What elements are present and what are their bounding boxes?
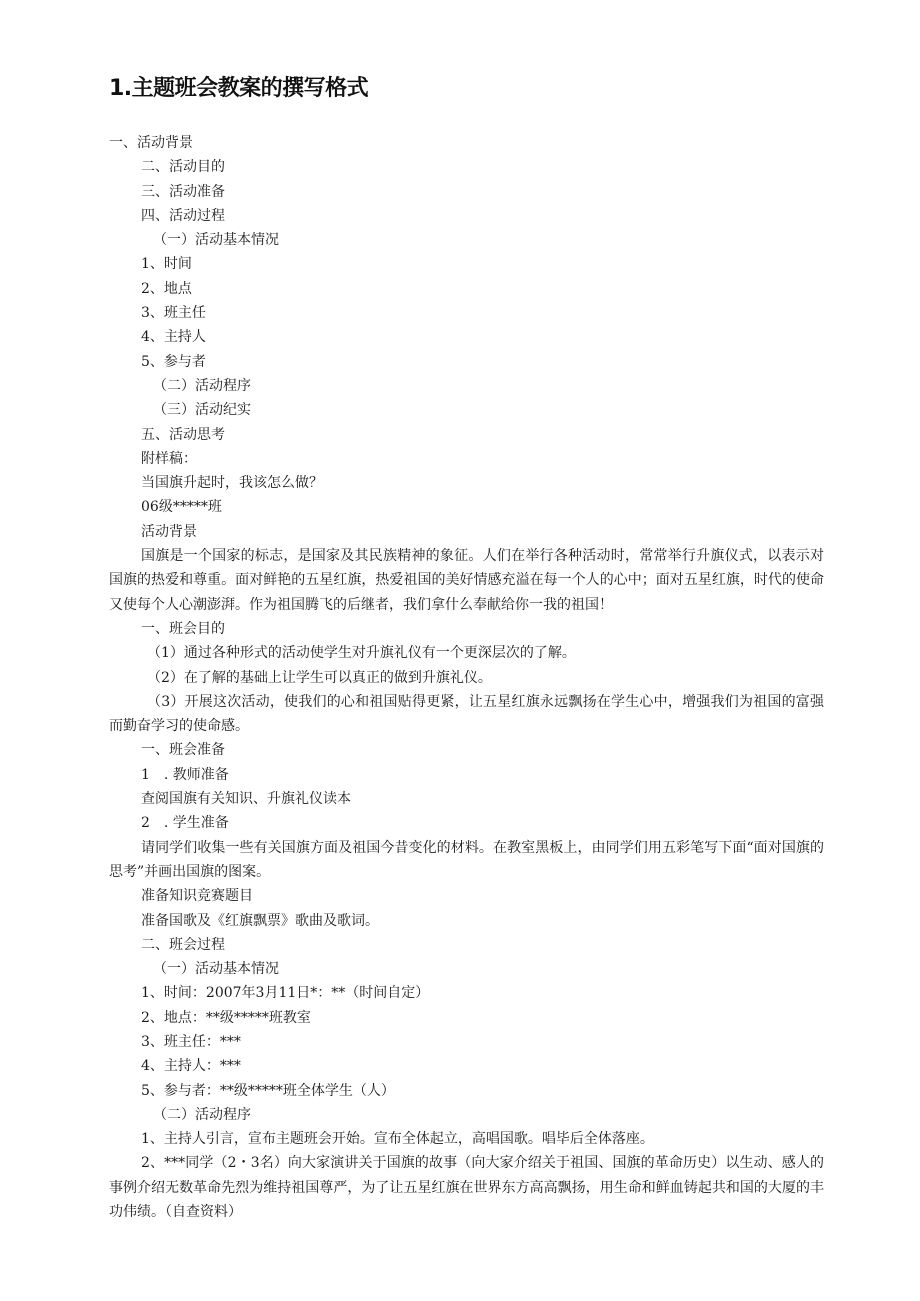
- class-label: 06级*****班: [141, 499, 222, 516]
- section-heading: 活动背景: [141, 523, 197, 540]
- document-body: [109, 131, 824, 1224]
- sample-title: 当国旗升起时，我该怎么做？: [141, 475, 323, 492]
- section-heading: 五、活动思考: [141, 426, 225, 443]
- section-heading: 一、活动背景: [109, 135, 193, 151]
- list-item: 1、时间: [141, 256, 192, 273]
- section-heading: 二、班会过程: [141, 936, 225, 953]
- list-item: 3、班主任：***: [141, 1033, 241, 1050]
- section-heading: 一、班会目的: [141, 620, 225, 637]
- list-item: 4、主持人：***: [141, 1058, 241, 1075]
- section-heading: 一、班会准备: [141, 742, 225, 759]
- list-item: 4、主持人: [141, 329, 206, 346]
- list-item: 查阅国旗有关知识、升旗礼仪读本: [141, 791, 351, 808]
- paragraph: 2、***同学（2・3名）向大家演讲关于国旗的故事（向大家介绍关于祖国、国旗的革命历史）以生动、感人的事例介绍无数革命先烈为维持祖国尊严，为了让五星红旗在世界东方高高飘扬，用生命和鲜血铸起共和国的大厦的丰功伟绩。（自查资料）: [109, 1155, 824, 1221]
- list-item: 3、班主任: [141, 305, 206, 322]
- paragraph: （3）开展这次活动，使我们的心和祖国贴得更紧，让五星红旗永远飘扬在学生心中，增强我们为祖国的富强而勤奋学习的使命感。: [109, 693, 824, 735]
- list-item: （2）在了解的基础上让学生可以真正的做到升旗礼仪。: [147, 669, 492, 686]
- subsection-heading: （一）活动基本情况: [153, 961, 279, 978]
- section-heading: 三、活动准备: [141, 183, 225, 200]
- list-item: 1、主持人引言，宣布主题班会开始。宣布全体起立，高唱国歌。唱毕后全体落座。: [141, 1131, 654, 1148]
- list-item: 1、时间：2007年3月11日*：**（时间自定）: [141, 985, 430, 1002]
- subsection-heading: （二）活动程序: [153, 1106, 251, 1123]
- list-item: 2、地点：**级*****班教室: [141, 1009, 311, 1026]
- subsection-heading: （二）活动程序: [153, 377, 251, 394]
- section-heading: 四、活动过程: [141, 207, 225, 224]
- list-item: （1）通过各种形式的活动使学生对升旗礼仪有一个更深层次的了解。: [147, 645, 576, 662]
- list-item: 5、参与者: [141, 353, 206, 370]
- list-item: 准备国歌及《红旗飘票》歌曲及歌词。: [141, 912, 379, 929]
- subsection-heading: （一）活动基本情况: [153, 232, 279, 249]
- list-item: 1 . 教师准备: [141, 766, 229, 783]
- subsection-heading: （三）活动纪实: [153, 402, 251, 419]
- page-title: 1.主题班会教案的撰写格式: [109, 76, 369, 101]
- list-item: 准备知识竞赛题目: [141, 888, 253, 905]
- paragraph: 请同学们收集一些有关国旗方面及祖国今昔变化的材料。在教室黑板上，由同学们用五彩笔写下面“面对国旗的思考”并画出国旗的图案。: [109, 839, 824, 880]
- list-item: 5、参与者：**级*****班全体学生（人）: [141, 1082, 395, 1099]
- appendix-label: 附样稿：: [141, 450, 197, 467]
- section-heading: 二、活动目的: [141, 159, 225, 176]
- list-item: 2、地点: [141, 280, 192, 297]
- list-item: 2 . 学生准备: [141, 815, 229, 832]
- paragraph: 国旗是一个国家的标志，是国家及其民族精神的象征。人们在举行各种活动时，常常举行升旗仪式，以表示对国旗的热爱和尊重。面对鲜艳的五星红旗，热爱祖国的美好情感充溢在每一个人的心中；面对五星红旗，时代的使命又使每个人心潮澎湃。作为祖国腾飞的后继者，我们拿什么奉献给你一我的祖国！: [109, 548, 824, 613]
